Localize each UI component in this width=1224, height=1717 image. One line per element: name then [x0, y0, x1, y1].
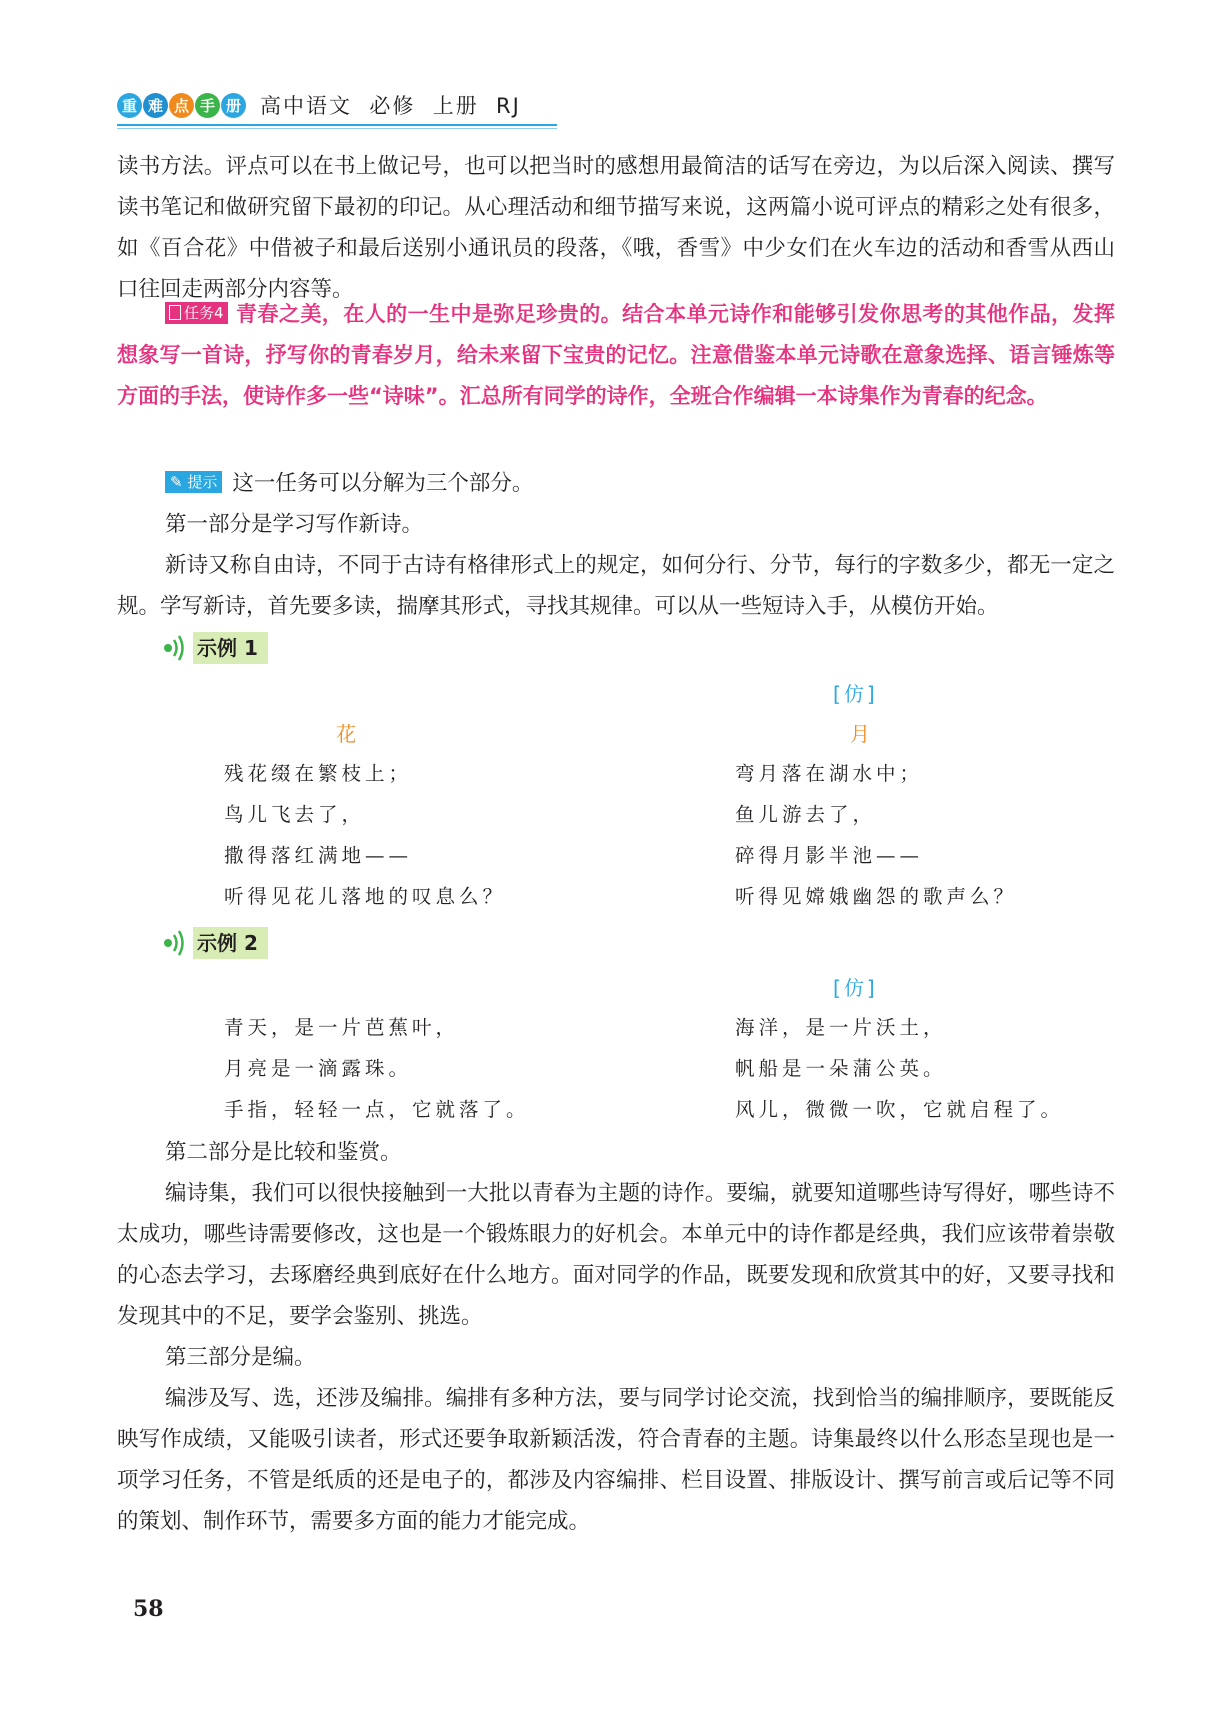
poem-line: 听得见花儿落地的叹息么？: [224, 885, 507, 908]
part2-title: 第二部分是比较和鉴赏。: [165, 1140, 402, 1165]
hint-label-text: 提示: [187, 473, 218, 491]
series-badge: [117, 93, 246, 118]
sound-wave-icon: [163, 928, 193, 958]
task-paragraph: [117, 294, 1115, 417]
intro-paragraph: 读书方法。评点可以在书上做记号，也可以把当时的感想用最简洁的话写在旁边，为以后深入阅读、撰写读书笔记和做研究留下最初的印记。从心理活动和细节描写来说，这两篇小说可评点的精彩之处有很多，如《百合花》中借被子和最后送别小通讯员的段落，《哦，香雪》中少女们在火车边的活动和香雪从西山口往回走两部分内容等。: [117, 154, 1115, 302]
poem-line: 鱼儿游去了，: [735, 803, 877, 826]
poem-line: 鸟儿飞去了，: [224, 803, 366, 826]
part3-title: 第三部分是编。: [165, 1345, 316, 1370]
badge-char: 重: [117, 93, 142, 118]
imitation-tag: [ 仿 ]: [833, 976, 875, 1000]
poem-line: 残花缀在繁枝上；: [224, 762, 413, 785]
poem-line: 撒得落红满地——: [224, 844, 413, 867]
task-icon: [169, 305, 181, 320]
part3-text: 编涉及写、选，还涉及编排。编排有多种方法，要与同学讨论交流，找到恰当的编排顺序，要既能反映写作成绩，又能吸引读者，形式还要争取新颖活泼，符合青春的主题。诗集最终以什么形态呈现也是一项学习任务，不管是纸质的还是电子的，都涉及内容编排、栏目设置、排版设计、撰写前言或后记等不同的策划、制作环节，需要多方面的能力才能完成。: [117, 1386, 1115, 1534]
poem-original: [224, 1007, 530, 1130]
header-divider: [117, 124, 557, 126]
part2-text: 编诗集，我们可以很快接触到一大批以青春为主题的诗作。要编，就要知道哪些诗写得好，哪些诗不太成功，哪些诗需要修改，这也是一个锻炼眼力的好机会。本单元中的诗作都是经典，我们应该带着崇敬的心态去学习，去琢磨经典到底好在什么地方。面对同学的作品，既要发现和欣赏其中的好，又要寻找和发现其中的不足，要学会鉴别、挑选。: [117, 1181, 1115, 1329]
imitation-tag: [ 仿 ]: [833, 682, 875, 706]
task-text: 青春之美，在人的一生中是弥足珍贵的。结合本单元诗作和能够引发你思考的其他作品，发挥想象写一首诗，抒写你的青春岁月，给未来留下宝贵的记忆。注意借鉴本单元诗歌在意象选择、语言锤炼等方面的手法，使诗作多一些“诗味”。汇总所有同学的诗作，全班合作编辑一本诗集作为青春的纪念。: [117, 302, 1115, 408]
poem-line: 听得见嫦娥幽怨的歌声么？: [735, 885, 1018, 908]
hint-line: [165, 463, 533, 504]
imitation-tag-text: 仿: [843, 682, 864, 706]
poem-line: 月亮是一滴露珠。: [224, 1057, 413, 1080]
poem-line: 风儿，微微一吹，它就启程了。: [735, 1098, 1065, 1121]
pencil-icon: ✎: [170, 473, 183, 491]
example2-label: 示例 2: [193, 927, 268, 959]
poem-title-imitation: 月: [850, 722, 870, 746]
poem-line: 弯月落在湖水中；: [735, 762, 924, 785]
poem-original: [224, 753, 506, 917]
poem-line: 帆船是一朵蒲公英。: [735, 1057, 947, 1080]
sound-wave-icon: [163, 633, 193, 663]
imitation-tag-text: 仿: [843, 976, 864, 1000]
example2-tag: [163, 926, 268, 960]
task-label: [165, 302, 228, 324]
badge-char: 册: [221, 93, 246, 118]
badge-char: 手: [195, 93, 220, 118]
page-number: 58: [133, 1596, 164, 1622]
hint-label: [165, 471, 222, 493]
part1-text: 新诗又称自由诗，不同于古诗有格律形式上的规定，如何分行、分节，每行的字数多少，都无一定之规。学写新诗，首先要多读，揣摩其形式，寻找其规律。可以从一些短诗入手，从模仿开始。: [117, 553, 1115, 619]
poem-line: 手指，轻轻一点，它就落了。: [224, 1098, 530, 1121]
poem-imitation: [735, 753, 1017, 917]
badge-char: 难: [143, 93, 168, 118]
badge-char: 点: [169, 93, 194, 118]
poem-imitation: [735, 1007, 1064, 1130]
page-header: [117, 88, 521, 122]
part1-title: 第一部分是学习写作新诗。: [165, 512, 424, 537]
poem-line: 碎得月影半池——: [735, 844, 924, 867]
book-title: 高中语文 必修 上册 RJ: [260, 94, 521, 118]
example1-tag: [163, 631, 268, 665]
poem-title-original: 花: [336, 722, 356, 746]
hint-text: 这一任务可以分解为三个部分。: [232, 471, 534, 496]
poem-line: 青天，是一片芭蕉叶，: [224, 1016, 460, 1039]
example1-label: 示例 1: [193, 632, 268, 664]
task-label-text: 任务4: [184, 304, 224, 322]
header-divider: [117, 128, 557, 129]
poem-line: 海洋，是一片沃土，: [735, 1016, 947, 1039]
